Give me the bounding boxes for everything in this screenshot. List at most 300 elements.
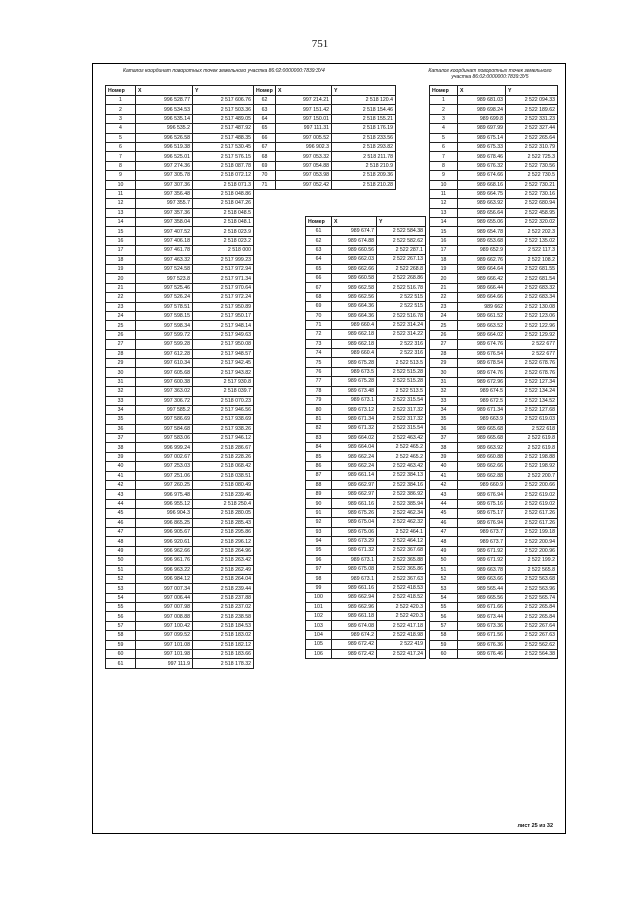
cell-y: 2 522 564.38 bbox=[506, 650, 558, 659]
cell-number: 41 bbox=[106, 471, 136, 480]
cell-number: 3 bbox=[430, 114, 458, 123]
cell-x: 989 675.16 bbox=[458, 499, 506, 508]
cell-x: 997 006.44 bbox=[136, 593, 193, 602]
cell-x: 989 675.14 bbox=[458, 133, 506, 142]
cell-y: 2 522 619.02 bbox=[506, 499, 558, 508]
cell-y: 2 517 530.45 bbox=[193, 142, 254, 151]
table-row bbox=[430, 415, 558, 424]
cell-y: 2 518 264.96 bbox=[193, 546, 254, 555]
cell-y: 2 522 462.34 bbox=[377, 508, 426, 517]
cell-y: 2 522 617.26 bbox=[506, 509, 558, 518]
cell-x: 997 251.06 bbox=[136, 471, 193, 480]
cell-x: 997 053.98 bbox=[276, 171, 332, 180]
table-row bbox=[106, 387, 254, 396]
cell-x: 996 955.12 bbox=[136, 499, 193, 508]
cell-number: 26 bbox=[106, 330, 136, 339]
cell-y: 2 522 562.62 bbox=[506, 640, 558, 649]
cell-number: 2 bbox=[430, 105, 458, 114]
cell-x: 989 662.03 bbox=[332, 255, 377, 264]
cell-x: 989 664.36 bbox=[332, 311, 377, 320]
table-row bbox=[106, 340, 254, 349]
table-row bbox=[106, 518, 254, 527]
cell-number: 57 bbox=[430, 621, 458, 630]
table-row bbox=[306, 593, 426, 602]
table-row bbox=[430, 481, 558, 490]
table-row bbox=[106, 499, 254, 508]
cell-number: 99 bbox=[306, 583, 332, 592]
cell-y: 2 522 515.28 bbox=[377, 377, 426, 386]
cell-x: 989 698.24 bbox=[458, 105, 506, 114]
cell-number: 96 bbox=[306, 555, 332, 564]
cell-y: 2 518 047.26 bbox=[193, 199, 254, 208]
cell-number: 89 bbox=[306, 489, 332, 498]
cell-number: 10 bbox=[430, 180, 458, 189]
cell-number: 52 bbox=[430, 574, 458, 583]
cell-y: 2 522 367.68 bbox=[377, 546, 426, 555]
cell-x: 996 528.77 bbox=[136, 96, 193, 105]
cell-y: 2 522 287.1 bbox=[377, 245, 426, 254]
cell-y: 2 522 465.2 bbox=[377, 452, 426, 461]
cell-y: 2 517 970.64 bbox=[193, 283, 254, 292]
cell-x: 989 674.76 bbox=[458, 368, 506, 377]
cell-x: 997 002.67 bbox=[136, 452, 193, 461]
table-row bbox=[430, 340, 558, 349]
cell-number: 46 bbox=[106, 518, 136, 527]
table-row bbox=[106, 490, 254, 499]
table-row bbox=[106, 274, 254, 283]
cell-x: 997 526.24 bbox=[136, 293, 193, 302]
cell-x: 989 673.44 bbox=[458, 612, 506, 621]
table-row bbox=[106, 593, 254, 602]
cell-y: 2 522 417.24 bbox=[377, 649, 426, 658]
cell-y: 2 518 211.78 bbox=[332, 152, 396, 161]
cell-x: 997 101.98 bbox=[136, 650, 193, 659]
cell-number: 19 bbox=[106, 265, 136, 274]
table-row bbox=[106, 377, 254, 386]
cell-x: 989 663.9 bbox=[458, 415, 506, 424]
table-row bbox=[430, 152, 558, 161]
table-row bbox=[430, 368, 558, 377]
table-row bbox=[306, 565, 426, 574]
cell-y: 2 522 565.74 bbox=[506, 593, 558, 602]
cell-x: 989 662.66 bbox=[458, 462, 506, 471]
cell-x: 996 905.67 bbox=[136, 527, 193, 536]
cell-x: 989 652.9 bbox=[458, 246, 506, 255]
cell-y: 2 522 094.33 bbox=[506, 96, 558, 105]
cell-x: 997 356.48 bbox=[136, 189, 193, 198]
cell-y: 2 517 971.34 bbox=[193, 274, 254, 283]
cell-y: 2 518 000 bbox=[193, 246, 254, 255]
cell-y: 2 522 134.24 bbox=[506, 387, 558, 396]
cell-number: 102 bbox=[306, 612, 332, 621]
table-row bbox=[106, 293, 254, 302]
cell-number: 25 bbox=[430, 321, 458, 330]
table-row bbox=[430, 650, 558, 659]
cell-x: 997 307.36 bbox=[136, 180, 193, 189]
cell-number: 63 bbox=[306, 245, 332, 254]
cell-number: 26 bbox=[430, 330, 458, 339]
cell-number: 37 bbox=[430, 434, 458, 443]
cell-number: 51 bbox=[106, 565, 136, 574]
table-row bbox=[106, 424, 254, 433]
cell-number: 6 bbox=[106, 142, 136, 151]
table-row bbox=[430, 603, 558, 612]
cell-number: 45 bbox=[106, 509, 136, 518]
cell-y: 2 518 039.7 bbox=[193, 387, 254, 396]
cell-x: 989 676.94 bbox=[458, 490, 506, 499]
cell-y: 2 522 265.84 bbox=[506, 612, 558, 621]
table-row bbox=[306, 433, 426, 442]
cell-x: 997 358.04 bbox=[136, 218, 193, 227]
cell-number: 55 bbox=[430, 603, 458, 612]
cell-x: 989 673.29 bbox=[332, 536, 377, 545]
cell-x: 997 461.78 bbox=[136, 246, 193, 255]
cell-x: 997 214.21 bbox=[276, 96, 332, 105]
cell-y: 2 522 677 bbox=[506, 340, 558, 349]
cell-x: 989 660.58 bbox=[332, 273, 377, 282]
cell-y: 2 522 515 bbox=[377, 292, 426, 301]
cell-x: 997 151.42 bbox=[276, 105, 332, 114]
table-row bbox=[430, 499, 558, 508]
cell-number: 36 bbox=[106, 424, 136, 433]
cell-y: 2 522 617.26 bbox=[506, 518, 558, 527]
cell-x: 997 605.68 bbox=[136, 368, 193, 377]
table-row bbox=[106, 208, 254, 217]
table-row bbox=[430, 105, 558, 114]
table-row bbox=[306, 386, 426, 395]
cell-y: 2 517 950.89 bbox=[193, 302, 254, 311]
cell-y: 2 522 462.32 bbox=[377, 518, 426, 527]
cell-number: 62 bbox=[306, 236, 332, 245]
cell-number: 74 bbox=[306, 349, 332, 358]
cell-x: 989 674.2 bbox=[332, 630, 377, 639]
cell-x: 996 962.66 bbox=[136, 546, 193, 555]
cell-number: 28 bbox=[430, 349, 458, 358]
table-row bbox=[254, 114, 396, 123]
cell-y: 2 518 263.42 bbox=[193, 556, 254, 565]
cell-y: 2 522 135.02 bbox=[506, 236, 558, 245]
cell-number: 7 bbox=[106, 152, 136, 161]
table-row bbox=[106, 124, 254, 133]
cell-number: 60 bbox=[430, 650, 458, 659]
cell-number: 35 bbox=[430, 415, 458, 424]
cell-x: 989 664.04 bbox=[332, 442, 377, 451]
cell-number: 1 bbox=[430, 96, 458, 105]
cell-number: 27 bbox=[106, 340, 136, 349]
cell-y: 2 522 420.3 bbox=[377, 612, 426, 621]
cell-number: 30 bbox=[430, 368, 458, 377]
table-row bbox=[430, 462, 558, 471]
cell-number: 64 bbox=[254, 114, 276, 123]
page-number: 751 bbox=[311, 38, 329, 50]
cell-x: 989 697.99 bbox=[458, 124, 506, 133]
table-row bbox=[430, 133, 558, 142]
cell-number: 42 bbox=[430, 481, 458, 490]
table-row bbox=[106, 434, 254, 443]
cell-y: 2 522 619.8 bbox=[506, 443, 558, 452]
cell-y: 2 522 331.23 bbox=[506, 114, 558, 123]
cell-y: 2 522 385.94 bbox=[377, 499, 426, 508]
cell-y: 2 522 420.3 bbox=[377, 602, 426, 611]
cell-x: 997 099.52 bbox=[136, 631, 193, 640]
cell-number: 20 bbox=[430, 274, 458, 283]
table-row bbox=[306, 471, 426, 480]
cell-y: 2 522 317.32 bbox=[377, 414, 426, 423]
cell-x: 989 661.18 bbox=[332, 612, 377, 621]
cell-y: 2 522 316 bbox=[377, 349, 426, 358]
cell-y: 2 522 268.8 bbox=[377, 264, 426, 273]
table-row bbox=[106, 621, 254, 630]
cell-y: 2 522 327.44 bbox=[506, 124, 558, 133]
cell-number: 25 bbox=[106, 321, 136, 330]
table-row bbox=[430, 283, 558, 292]
table-row bbox=[306, 245, 426, 254]
table-row bbox=[430, 349, 558, 358]
cell-y: 2 518 238.58 bbox=[193, 612, 254, 621]
cell-x: 996 535.2 bbox=[136, 124, 193, 133]
table-row bbox=[430, 142, 558, 151]
cell-y: 2 518 280.05 bbox=[193, 509, 254, 518]
cell-number: 94 bbox=[306, 536, 332, 545]
sheet-number: лист 25 из 32 bbox=[517, 823, 553, 829]
cell-x: 989 662.18 bbox=[332, 330, 377, 339]
cell-x: 989 673.1 bbox=[332, 396, 377, 405]
table-row bbox=[306, 405, 426, 414]
cell-x: 989 678.54 bbox=[458, 358, 506, 367]
cell-y: 2 518 120.4 bbox=[332, 96, 396, 105]
cell-y: 2 522 619.03 bbox=[506, 415, 558, 424]
table-row bbox=[106, 452, 254, 461]
table-row bbox=[430, 358, 558, 367]
table-row bbox=[106, 631, 254, 640]
cell-x: 989 662.56 bbox=[332, 292, 377, 301]
table-row bbox=[306, 349, 426, 358]
cell-x: 997 355.7 bbox=[136, 199, 193, 208]
table-row bbox=[106, 114, 254, 123]
cell-y: 2 522 463.42 bbox=[377, 461, 426, 470]
cell-number: 79 bbox=[306, 396, 332, 405]
cell-x: 989 662.76 bbox=[458, 255, 506, 264]
table-row bbox=[254, 152, 396, 161]
cell-x: 989 673.48 bbox=[332, 386, 377, 395]
cell-y: 2 522 314.24 bbox=[377, 320, 426, 329]
cell-number: 23 bbox=[430, 302, 458, 311]
table-row bbox=[106, 481, 254, 490]
cell-y: 2 522 582.62 bbox=[377, 236, 426, 245]
cell-number: 32 bbox=[430, 387, 458, 396]
cell-x: 997 306.72 bbox=[136, 396, 193, 405]
cell-number: 93 bbox=[306, 527, 332, 536]
cell-number: 60 bbox=[106, 650, 136, 659]
header-y: Y bbox=[332, 86, 396, 96]
cell-x: 989 662.96 bbox=[332, 602, 377, 611]
cell-x: 997 363.02 bbox=[136, 387, 193, 396]
table-row bbox=[306, 273, 426, 282]
cell-y: 2 522 419 bbox=[377, 640, 426, 649]
cell-number: 22 bbox=[430, 293, 458, 302]
cell-y: 2 522 127.34 bbox=[506, 377, 558, 386]
table-row bbox=[430, 537, 558, 546]
cell-y: 2 518 264.04 bbox=[193, 574, 254, 583]
table-row bbox=[106, 603, 254, 612]
table-row bbox=[430, 293, 558, 302]
cell-number: 39 bbox=[430, 452, 458, 461]
cell-y: 2 518 023.2 bbox=[193, 236, 254, 245]
table-row bbox=[430, 396, 558, 405]
table-row bbox=[306, 527, 426, 536]
table-row bbox=[306, 649, 426, 658]
cell-x: 997 005.52 bbox=[276, 133, 332, 142]
cell-number: 54 bbox=[430, 593, 458, 602]
cell-y: 2 517 946.12 bbox=[193, 434, 254, 443]
cell-x: 996 865.25 bbox=[136, 518, 193, 527]
cell-y: 2 517 503.36 bbox=[193, 105, 254, 114]
cell-y: 2 522 365.86 bbox=[377, 565, 426, 574]
cell-x: 989 666.44 bbox=[458, 283, 506, 292]
cell-number: 106 bbox=[306, 649, 332, 658]
table-row bbox=[106, 443, 254, 452]
table-row bbox=[254, 171, 396, 180]
table-row bbox=[306, 640, 426, 649]
cell-number: 24 bbox=[106, 311, 136, 320]
cell-number: 68 bbox=[254, 152, 276, 161]
cell-number: 50 bbox=[106, 556, 136, 565]
table-row bbox=[306, 461, 426, 470]
table-row bbox=[106, 650, 254, 659]
cell-x: 989 673.12 bbox=[332, 405, 377, 414]
cell-y: 2 522 198.88 bbox=[506, 452, 558, 461]
cell-x: 989 673.1 bbox=[332, 555, 377, 564]
cell-number: 18 bbox=[430, 255, 458, 264]
cell-number: 38 bbox=[106, 443, 136, 452]
table-row bbox=[106, 396, 254, 405]
cell-number: 29 bbox=[106, 358, 136, 367]
table-row bbox=[106, 471, 254, 480]
cell-number: 66 bbox=[254, 133, 276, 142]
cell-x: 997 583.06 bbox=[136, 434, 193, 443]
cell-y: 2 522 618 bbox=[506, 424, 558, 433]
cell-y: 2 517 950.08 bbox=[193, 340, 254, 349]
cell-y: 2 522 199.18 bbox=[506, 527, 558, 536]
cell-number: 67 bbox=[306, 283, 332, 292]
cell-number: 40 bbox=[430, 462, 458, 471]
cell-y: 2 522 725.3 bbox=[506, 152, 558, 161]
table-row bbox=[106, 133, 254, 142]
cell-x: 989 664.75 bbox=[458, 189, 506, 198]
table-row bbox=[254, 124, 396, 133]
table-row bbox=[254, 96, 396, 105]
cell-y: 2 518 176.19 bbox=[332, 124, 396, 133]
cell-x: 989 671.56 bbox=[458, 631, 506, 640]
cell-number: 63 bbox=[254, 105, 276, 114]
table-row bbox=[106, 405, 254, 414]
table-row bbox=[306, 358, 426, 367]
cell-x: 997 610.34 bbox=[136, 358, 193, 367]
cell-number: 50 bbox=[430, 556, 458, 565]
cell-y: 2 522 127.68 bbox=[506, 405, 558, 414]
cell-y: 2 522 198.92 bbox=[506, 462, 558, 471]
table-row bbox=[430, 621, 558, 630]
table-row bbox=[430, 171, 558, 180]
table-row bbox=[430, 161, 558, 170]
cell-number: 17 bbox=[106, 246, 136, 255]
table-row bbox=[306, 255, 426, 264]
table-row bbox=[430, 584, 558, 593]
cell-y: 2 522 619.02 bbox=[506, 490, 558, 499]
cell-x: 989 665.68 bbox=[458, 424, 506, 433]
cell-x: 989 656.64 bbox=[458, 208, 506, 217]
cell-number: 44 bbox=[430, 499, 458, 508]
cell-y: 2 522 677 bbox=[506, 349, 558, 358]
cell-number: 21 bbox=[106, 283, 136, 292]
cell-x: 997 053.32 bbox=[276, 152, 332, 161]
cell-y: 2 518 296.12 bbox=[193, 537, 254, 546]
cell-number: 56 bbox=[106, 612, 136, 621]
table-row bbox=[306, 630, 426, 639]
cell-x: 989 675.28 bbox=[332, 358, 377, 367]
table-row bbox=[306, 480, 426, 489]
cell-x: 989 664.36 bbox=[332, 302, 377, 311]
cell-x: 996 984.12 bbox=[136, 574, 193, 583]
cell-x: 989 660.88 bbox=[458, 452, 506, 461]
cell-x: 989 672.42 bbox=[332, 649, 377, 658]
table-row bbox=[430, 189, 558, 198]
cell-y: 2 517 972.94 bbox=[193, 265, 254, 274]
table-row bbox=[430, 321, 558, 330]
table-row bbox=[254, 161, 396, 170]
cell-x: 997 007.34 bbox=[136, 584, 193, 593]
cell-number: 47 bbox=[430, 527, 458, 536]
cell-x: 997 524.58 bbox=[136, 265, 193, 274]
cell-number: 72 bbox=[306, 330, 332, 339]
cell-y: 2 522 123.06 bbox=[506, 311, 558, 320]
cell-number: 35 bbox=[106, 415, 136, 424]
cell-x: 989 664.02 bbox=[458, 330, 506, 339]
cell-y: 2 517 576.15 bbox=[193, 152, 254, 161]
cell-y: 2 518 293.82 bbox=[332, 142, 396, 151]
cell-x: 989 675.33 bbox=[458, 142, 506, 151]
cell-y: 2 522 134.52 bbox=[506, 396, 558, 405]
cell-number: 40 bbox=[106, 462, 136, 471]
table-row bbox=[306, 612, 426, 621]
cell-x: 989 664.02 bbox=[332, 433, 377, 442]
table-row bbox=[306, 320, 426, 329]
table-row bbox=[430, 311, 558, 320]
catalog-title-zu4: Каталог координат поворотных точек земельного участка 86:02:0000000:7839:ЗУ4 bbox=[123, 68, 325, 74]
cell-x: 989 671.66 bbox=[458, 603, 506, 612]
table-row bbox=[306, 236, 426, 245]
cell-x: 989 655.06 bbox=[458, 218, 506, 227]
header-x: X bbox=[136, 86, 193, 96]
cell-number: 59 bbox=[106, 640, 136, 649]
cell-x: 989 675.04 bbox=[332, 518, 377, 527]
cell-x: 989 664.66 bbox=[458, 293, 506, 302]
table-row bbox=[106, 546, 254, 555]
cell-y: 2 518 184.53 bbox=[193, 621, 254, 630]
cell-number: 58 bbox=[106, 631, 136, 640]
cell-number: 43 bbox=[106, 490, 136, 499]
cell-number: 92 bbox=[306, 518, 332, 527]
cell-y: 2 518 023.9 bbox=[193, 227, 254, 236]
cell-number: 95 bbox=[306, 546, 332, 555]
cell-y: 2 522 619.8 bbox=[506, 434, 558, 443]
cell-y: 2 522 267.63 bbox=[506, 631, 558, 640]
table-row bbox=[430, 387, 558, 396]
cell-x: 989 654.78 bbox=[458, 227, 506, 236]
cell-y: 2 518 182.12 bbox=[193, 640, 254, 649]
cell-y: 2 517 606.76 bbox=[193, 96, 254, 105]
table-row bbox=[430, 199, 558, 208]
